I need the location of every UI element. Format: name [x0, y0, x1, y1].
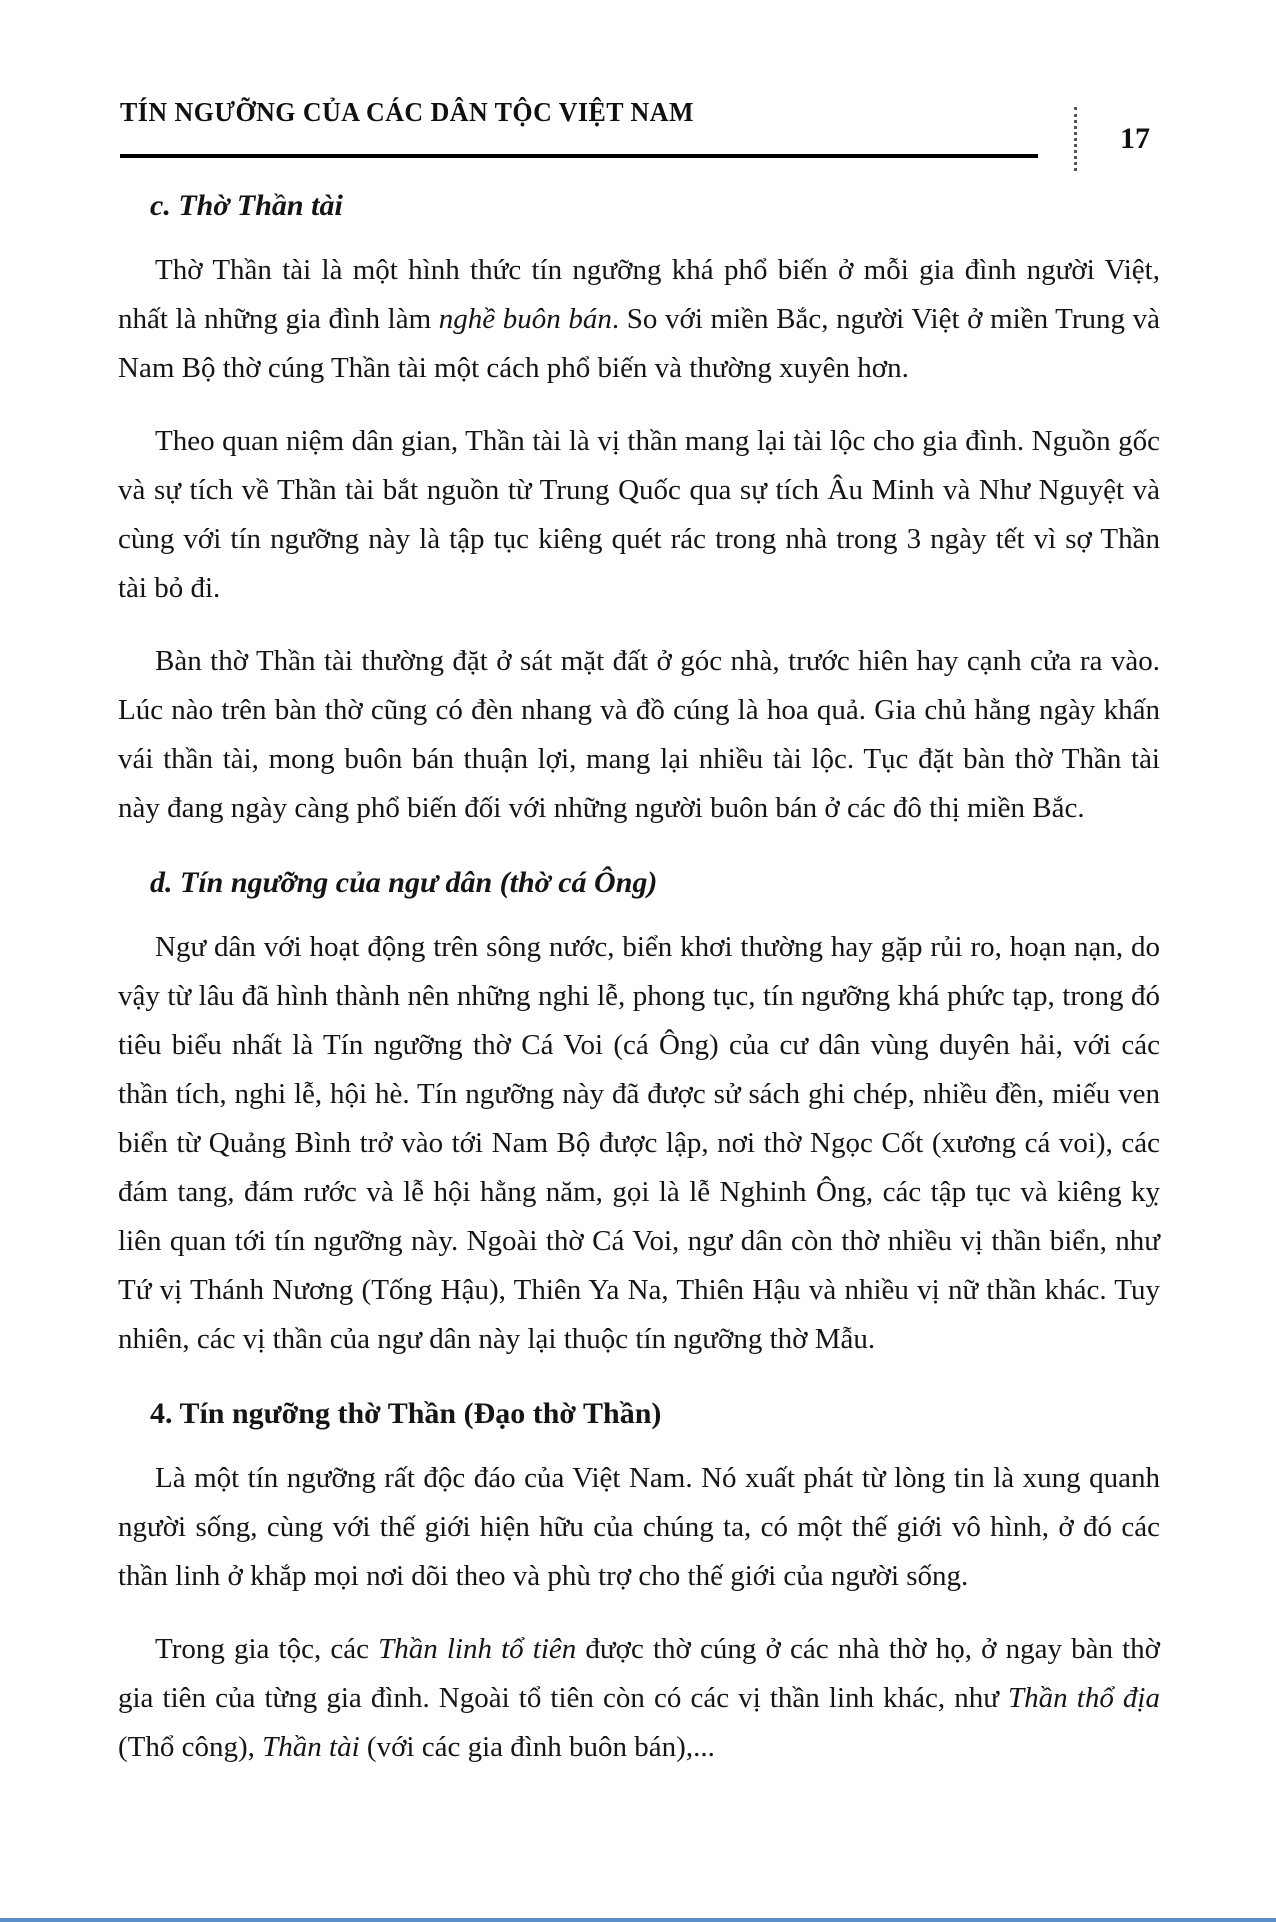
- text-run: 4. Tín ngưỡng thờ Thần (Đạo thờ Thần): [150, 1397, 662, 1430]
- text-run: Ngư dân với hoạt động trên sông nước, biển khơi thường hay gặp rủi ro, hoạn nạn, do vậy từ lâu đã hình thành nên những nghi lễ, phong tục, tín ngưỡng khá phức tạp, trong đó tiêu biểu nhất là Tín ngưỡng thờ Cá Voi (cá Ông) của cư dân vùng duyên hải, với các thần tích, nghi lễ, hội hè. Tín ngưỡng này đã được sử sách ghi chép, nhiều đền, miếu ven biển từ Quảng Bình trở vào tới Nam Bộ được lập, nơi thờ Ngọc Cốt (xương cá voi), các đám tang, đám rước và lễ hội hằng năm, gọi là lễ Nghinh Ông, các tập tục và kiêng kỵ liên quan tới tín ngưỡng này. Ngoài thờ Cá Voi, ngư dân còn thờ nhiều vị thần biển, như Tứ vị Thánh Nương (Tống Hậu), Thiên Ya Na, Thiên Hậu và nhiều vị nữ thần khác. Tuy nhiên, các vị thần của ngư dân này lại thuộc tín ngưỡng thờ Mẫu.: [118, 931, 1160, 1355]
- text-run: (Thổ công),: [118, 1731, 263, 1763]
- section-heading: [150, 184, 1160, 228]
- text-run: . So với miền Bắc, người Việt ở miền Trung và Nam Bộ thờ cúng Thần tài một cách phổ biến và thường xuyên hơn.: [118, 303, 1161, 384]
- italic-term: Thần thổ địa: [1008, 1682, 1160, 1714]
- text-run: (với các gia đình buôn bán),...: [359, 1731, 715, 1763]
- text-run: d. Tín ngưỡng của ngư dân (thờ cá Ông): [150, 866, 658, 899]
- section-heading: [150, 861, 1160, 905]
- text-run: Theo quan niệm dân gian, Thần tài là vị thần mang lại tài lộc cho gia đình. Nguồn gốc và sự tích về Thần tài bắt nguồn từ Trung Quốc qua sự tích Âu Minh và Như Nguyệt và cùng với tín ngưỡng này là tập tục kiêng quét rác trong nhà trong 3 ngày tết vì sợ Thần tài bỏ đi.: [118, 425, 1160, 604]
- header-rule: [120, 154, 1038, 158]
- text-run: Thờ Thần tài là một hình thức tín ngưỡng khá phổ biến ở mỗi gia đình người Việt, nhất là những gia đình làm: [118, 254, 1160, 335]
- header-dotted-divider: [1074, 107, 1077, 171]
- scan-bottom-edge-line: [0, 1918, 1276, 1922]
- paragraph: [118, 923, 1160, 1364]
- page-number: 17: [1120, 122, 1150, 155]
- italic-term: Thần tài: [262, 1731, 360, 1763]
- running-header-title: TÍN NGƯỠNG CỦA CÁC DÂN TỘC VIỆT NAM: [120, 97, 694, 127]
- text-run: được thờ cúng ở các nhà thờ họ, ở ngay bàn thờ gia tiên của từng gia đình. Ngoài tổ tiên còn có các vị thần linh khác, như: [118, 1633, 1161, 1714]
- paragraph: [118, 246, 1160, 393]
- paragraph: [118, 1625, 1160, 1772]
- paragraph: [118, 417, 1160, 613]
- page-body: [118, 176, 1160, 1796]
- paragraph: [118, 637, 1160, 833]
- italic-term: Thần linh tổ tiên: [378, 1633, 577, 1665]
- text-run: Là một tín ngưỡng rất độc đáo của Việt Nam. Nó xuất phát từ lòng tin là xung quanh người sống, cùng với thế giới hiện hữu của chúng ta, có một thế giới vô hình, ở đó các thần linh ở khắp mọi nơi dõi theo và phù trợ cho thế giới của người sống.: [118, 1462, 1160, 1592]
- text-run: Bàn thờ Thần tài thường đặt ở sát mặt đất ở góc nhà, trước hiên hay cạnh cửa ra vào. Lúc nào trên bàn thờ cũng có đèn nhang và đồ cúng là hoa quả. Gia chủ hằng ngày khấn vái thần tài, mong buôn bán thuận lợi, mang lại nhiều tài lộc. Tục đặt bàn thờ Thần tài này đang ngày càng phổ biến đối với những người buôn bán ở các đô thị miền Bắc.: [118, 645, 1160, 824]
- italic-term: nghề buôn bán: [438, 303, 612, 335]
- paragraph: [118, 1454, 1160, 1601]
- text-run: Trong gia tộc, các: [155, 1633, 379, 1665]
- section-heading: [150, 1392, 1160, 1436]
- text-run: c. Thờ Thần tài: [150, 189, 343, 222]
